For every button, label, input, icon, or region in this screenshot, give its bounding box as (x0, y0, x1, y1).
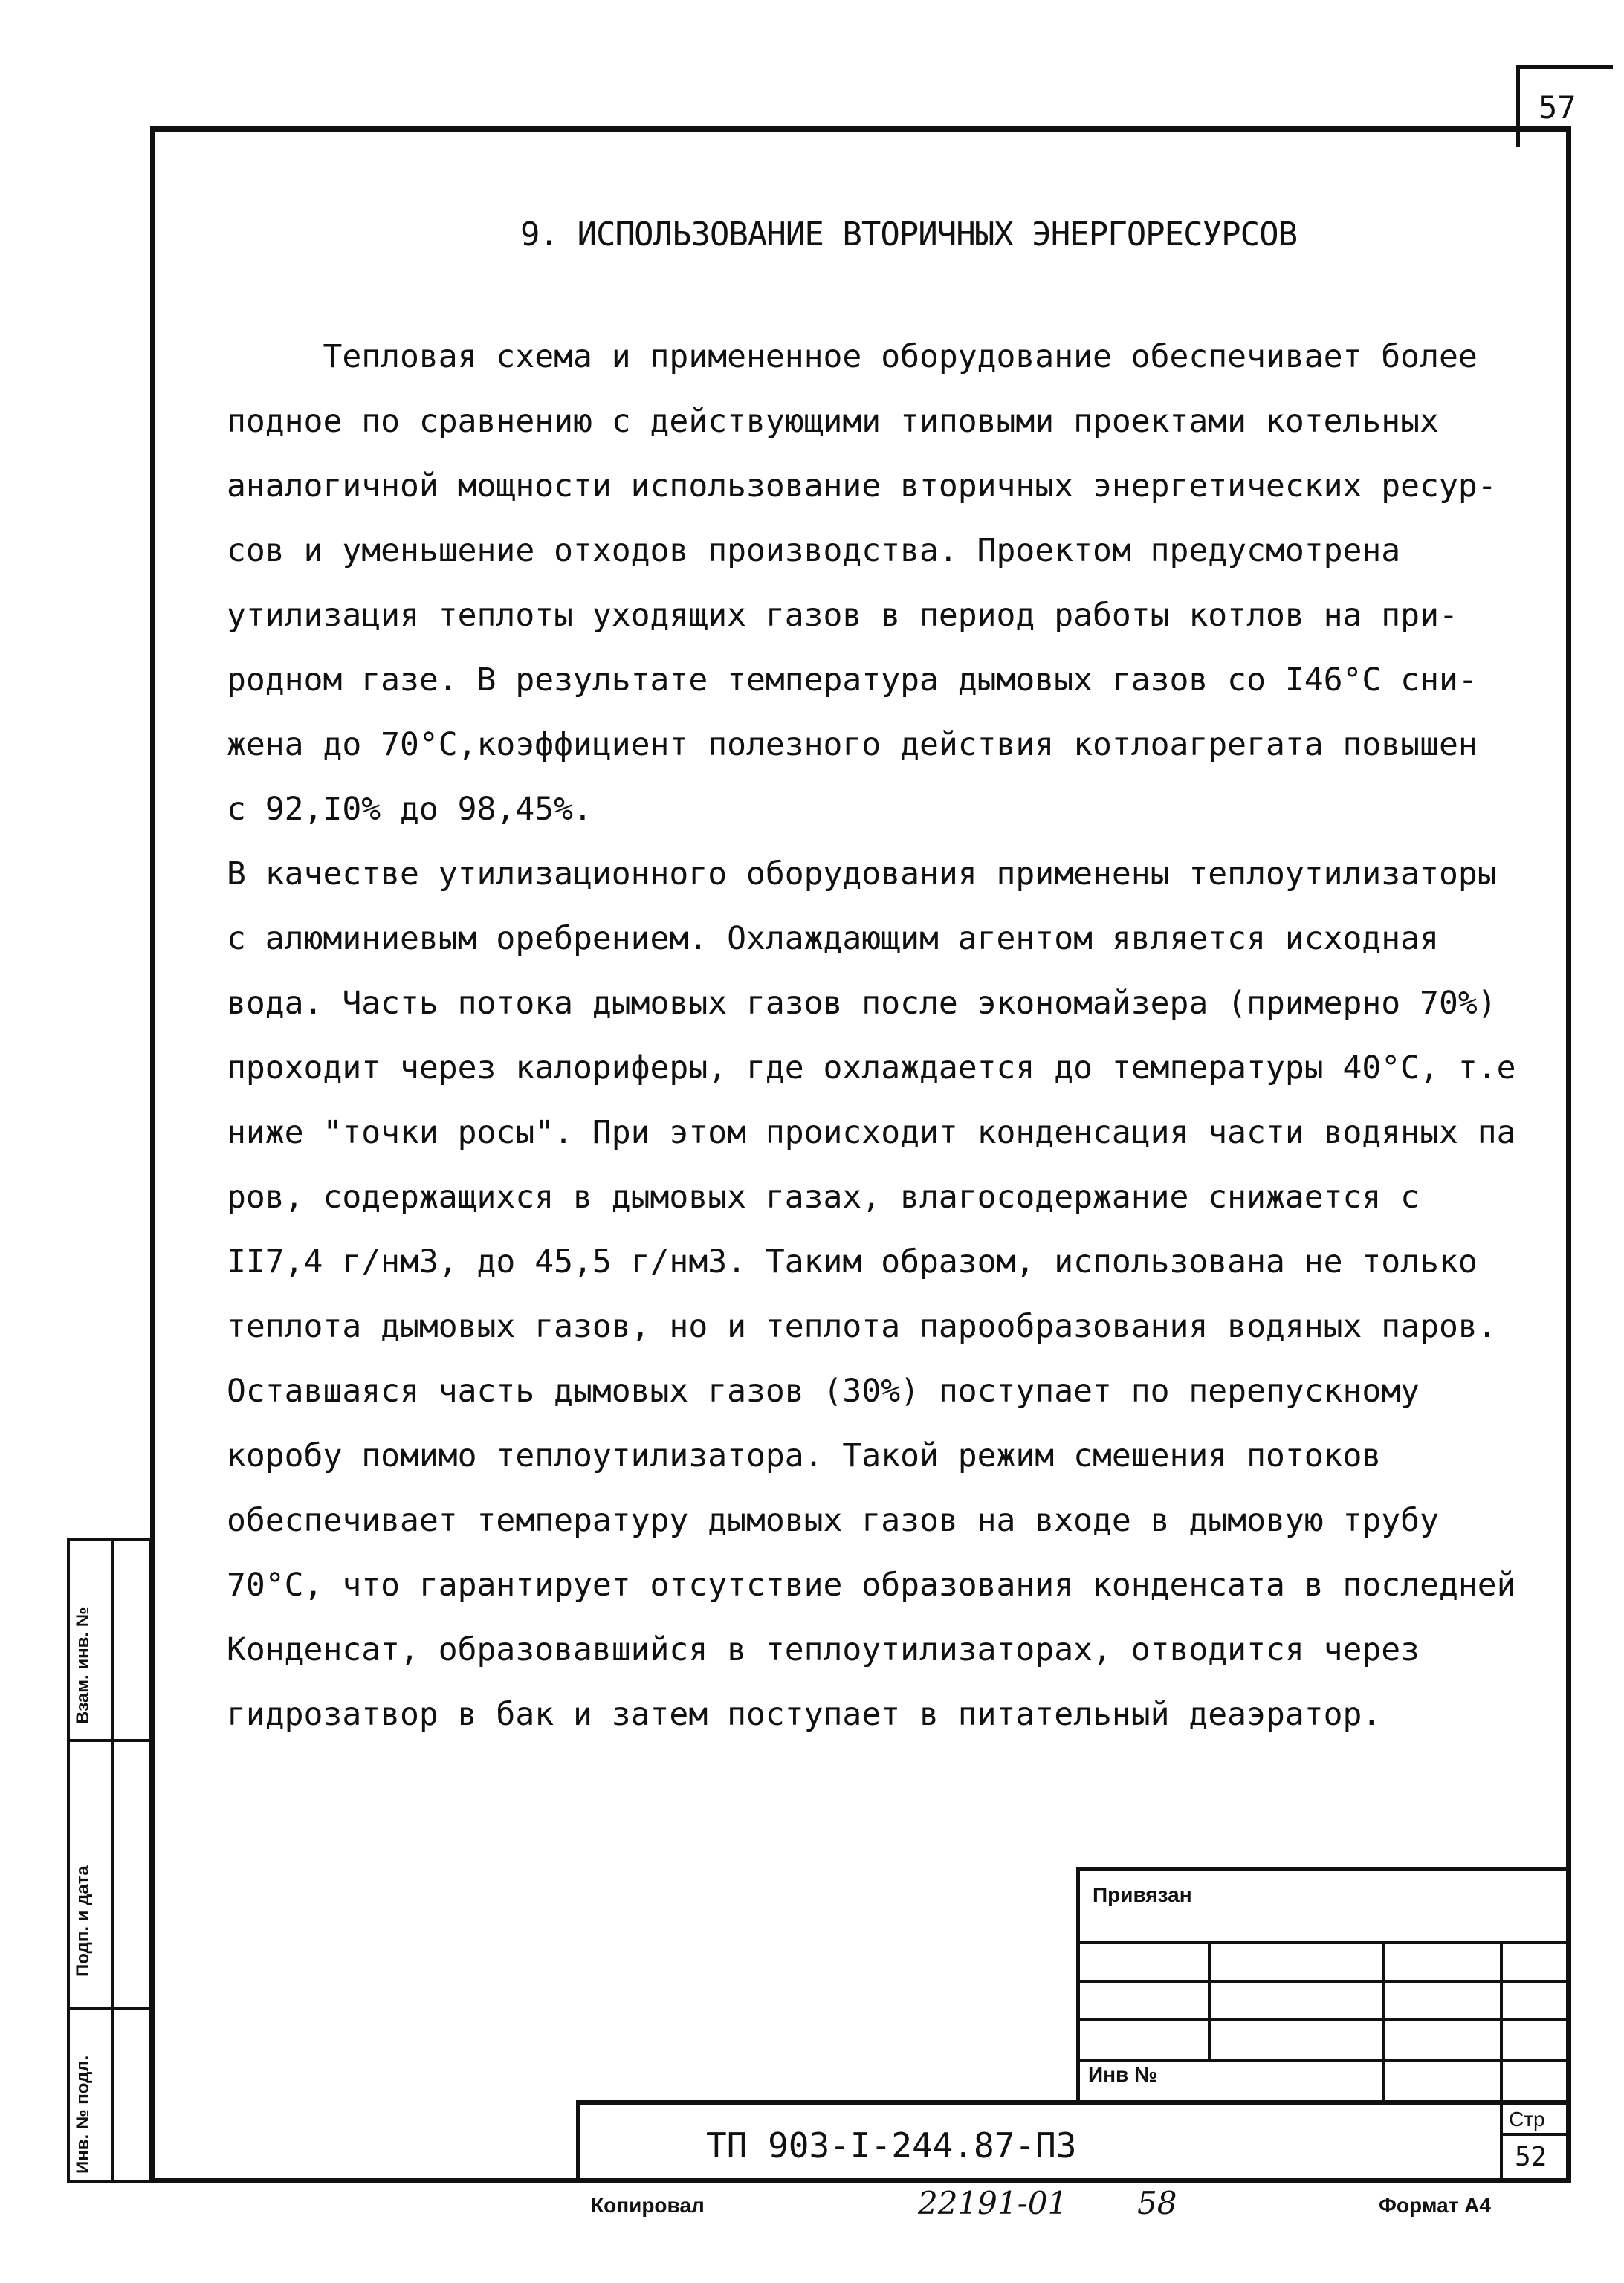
body-line: гидрозатвор в бак и затем поступает в питательный деаэратор. (227, 1696, 1382, 1733)
title-block-grid-line (1076, 2018, 1571, 2021)
order-number: 22191-01 (918, 2185, 1068, 2221)
sheet-number: 52 (1515, 2142, 1547, 2172)
body-line: Тепловая схема и примененное оборудование обеспечивает более (227, 338, 1478, 375)
body-line: подное по сравнению с действующими типовыми проектами котельных (227, 403, 1439, 440)
title-block-top-line (1076, 1867, 1571, 1871)
title-block-sheet-divider (1500, 2100, 1503, 2183)
body-line: аналогичной мощности использование вторичных энергетических ресур- (227, 467, 1497, 505)
page-number: 57 (1539, 89, 1576, 126)
inv-no-label: Инв № (1088, 2063, 1158, 2086)
body-line: утилизация теплоты уходящих газов в период работы котлов на при- (227, 597, 1458, 634)
body-line: Конденсат, образовавшийся в теплоутилизаторах, отводится через (227, 1631, 1420, 1668)
stamp-label-signature-date: Подп. и дата (73, 1865, 93, 1977)
stamp-label-replacement-inv: Взам. инв. № (73, 1607, 93, 1724)
title-block-grid-line (1500, 1941, 1503, 2102)
body-line: обеспечивает температуру дымовых газов на входе в дымовую трубу (227, 1502, 1439, 1539)
body-line: сов и уменьшение отходов производства. Проектом предусмотрена (227, 532, 1401, 569)
title-block-grid-line (1382, 1941, 1385, 2102)
title-block-main-left-line (576, 2100, 580, 2183)
format-label: Формат А4 (1379, 2194, 1491, 2217)
title-block-grid-line (1076, 1980, 1571, 1983)
title-block-grid-line (1076, 2059, 1571, 2062)
body-line: с 92,I0% до 98,45%. (227, 791, 592, 828)
title-block-grid-line (1208, 1941, 1211, 2059)
title-block-left-line (1076, 1867, 1080, 2102)
body-line: с алюминиевым оребрением. Охлаждающим агентом является исходная (227, 920, 1439, 957)
body-line: ров, содержащихся в дымовых газах, влагосодержание снижается с (227, 1179, 1420, 1216)
title-block-grid-line (1076, 1941, 1571, 1944)
stamp-row-divider (67, 1739, 152, 1742)
title-block-main-top-line (576, 2100, 1571, 2105)
document-code: ТП 903-I-244.87-ПЗ (706, 2125, 1077, 2166)
stamp-column-divider (111, 1538, 114, 2183)
order-sheet-number: 58 (1137, 2185, 1177, 2221)
body-line: II7,4 г/нм3, до 45,5 г/нм3. Таким образом, использована не только (227, 1243, 1478, 1280)
body-line: проходит через калориферы, где охлаждается до температуры 40°С, т.е (227, 1049, 1516, 1087)
stamp-row-divider (67, 2007, 152, 2010)
body-line: ниже "точки росы". При этом происходит конденсация части водяных па (227, 1114, 1516, 1151)
copied-label: Копировал (591, 2194, 705, 2217)
body-line: В качестве утилизационного оборудования применены теплоутилизаторы (227, 855, 1497, 893)
body-line: Оставшаяся часть дымовых газов (30%) поступает по перепускному (227, 1373, 1420, 1410)
sheet-label: Стр (1509, 2108, 1545, 2131)
section-title: 9. ИСПОЛЬЗОВАНИЕ ВТОРИЧНЫХ ЭНЕРГОРЕСУРСОВ (520, 216, 1298, 253)
stamp-label-original-inv: Инв. № подл. (73, 2055, 93, 2174)
title-block-sheet-divider (1500, 2133, 1571, 2136)
body-line: вода. Часть потока дымовых газов после экономайзера (примерно 70%) (227, 985, 1497, 1022)
privyazan-label: Привязан (1093, 1883, 1192, 1906)
body-line: родном газе. В результате температура дымовых газов со I46°С сни- (227, 661, 1478, 699)
body-line: жена до 70°С,коэффициент полезного действия котлоагрегата повышен (227, 726, 1478, 763)
body-line: коробу помимо теплоутилизатора. Такой режим смешения потоков (227, 1437, 1382, 1474)
body-line: 70°С, что гарантирует отсутствие образования конденсата в последней (227, 1567, 1516, 1604)
body-line: теплота дымовых газов, но и теплота парообразования водяных паров. (227, 1308, 1497, 1345)
